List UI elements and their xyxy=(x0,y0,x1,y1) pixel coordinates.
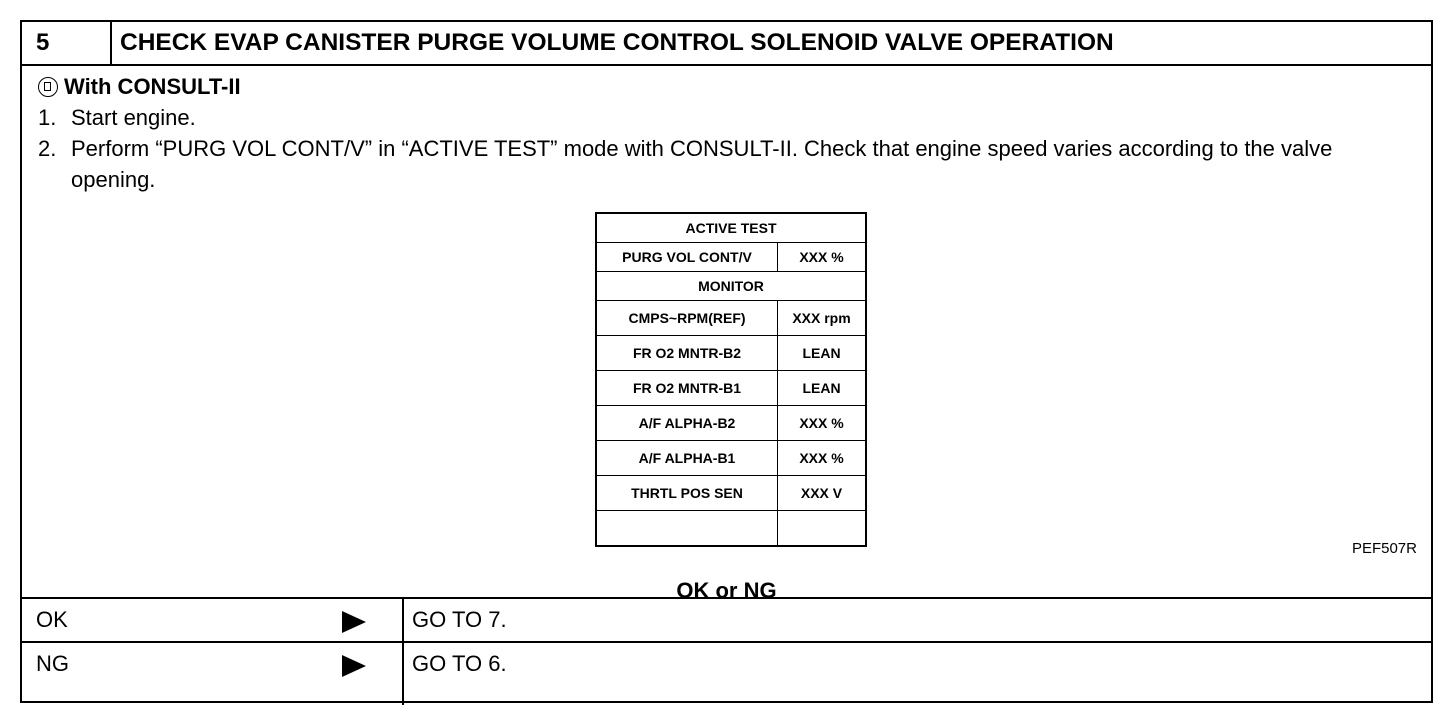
subheading-label: With CONSULT-II xyxy=(64,74,241,99)
monitor-value: XXX rpm xyxy=(778,301,867,336)
monitor-label: THRTL POS SEN xyxy=(596,476,778,511)
active-item-label: PURG VOL CONT/V xyxy=(596,243,778,272)
consult-ii-icon xyxy=(38,77,58,97)
monitor-row xyxy=(596,476,866,511)
monitor-row-empty xyxy=(596,511,866,547)
step-title: CHECK EVAP CANISTER PURGE VOLUME CONTROL SOLENOID VALVE OPERATION xyxy=(120,29,1114,56)
active-item-value: XXX % xyxy=(778,243,867,272)
monitor-label xyxy=(596,511,778,547)
step-number: 5 xyxy=(22,22,112,64)
arrow-right-icon xyxy=(342,611,366,633)
monitor-label: FR O2 MNTR-B1 xyxy=(596,371,778,406)
monitor-value: XXX % xyxy=(778,441,867,476)
monitor-value xyxy=(778,511,867,547)
instruction-step xyxy=(38,102,1418,133)
monitor-row xyxy=(596,371,866,406)
monitor-value: LEAN xyxy=(778,371,867,406)
procedure-frame xyxy=(20,20,1433,703)
consult-screen-table xyxy=(595,212,867,547)
monitor-title: MONITOR xyxy=(596,272,866,301)
instruction-list xyxy=(38,102,1418,195)
monitor-row xyxy=(596,406,866,441)
monitor-value: XXX % xyxy=(778,406,867,441)
decision-label: OK or NG xyxy=(676,578,777,603)
step-body xyxy=(22,66,1431,603)
step-text: Start engine. xyxy=(71,105,196,130)
result-row-ok xyxy=(22,597,1431,641)
result-label: OK xyxy=(36,607,68,632)
monitor-label: FR O2 MNTR-B2 xyxy=(596,336,778,371)
monitor-label: A/F ALPHA-B2 xyxy=(596,406,778,441)
consult-subheading xyxy=(38,74,241,100)
step-header xyxy=(22,22,1431,66)
column-divider xyxy=(402,599,404,641)
step-text: Perform “PURG VOL CONT/V” in “ACTIVE TEST” mode with CONSULT-II. Check that engine speed varies according to the valve opening. xyxy=(71,136,1333,192)
active-test-title: ACTIVE TEST xyxy=(596,213,866,243)
monitor-row xyxy=(596,336,866,371)
monitor-row xyxy=(596,301,866,336)
result-action: GO TO 6. xyxy=(412,651,507,676)
monitor-row xyxy=(596,441,866,476)
arrow-right-icon xyxy=(342,655,366,677)
result-table xyxy=(22,597,1431,705)
result-label: NG xyxy=(36,651,69,676)
instruction-step xyxy=(38,133,1418,195)
monitor-label: A/F ALPHA-B1 xyxy=(596,441,778,476)
monitor-label: CMPS~RPM(REF) xyxy=(596,301,778,336)
monitor-value: LEAN xyxy=(778,336,867,371)
result-row-ng xyxy=(22,641,1431,705)
monitor-value: XXX V xyxy=(778,476,867,511)
step-index: 1. xyxy=(38,105,57,130)
result-action: GO TO 7. xyxy=(412,607,507,632)
figure-id: PEF507R xyxy=(1351,540,1417,557)
step-index: 2. xyxy=(38,136,57,161)
column-divider xyxy=(402,643,404,705)
